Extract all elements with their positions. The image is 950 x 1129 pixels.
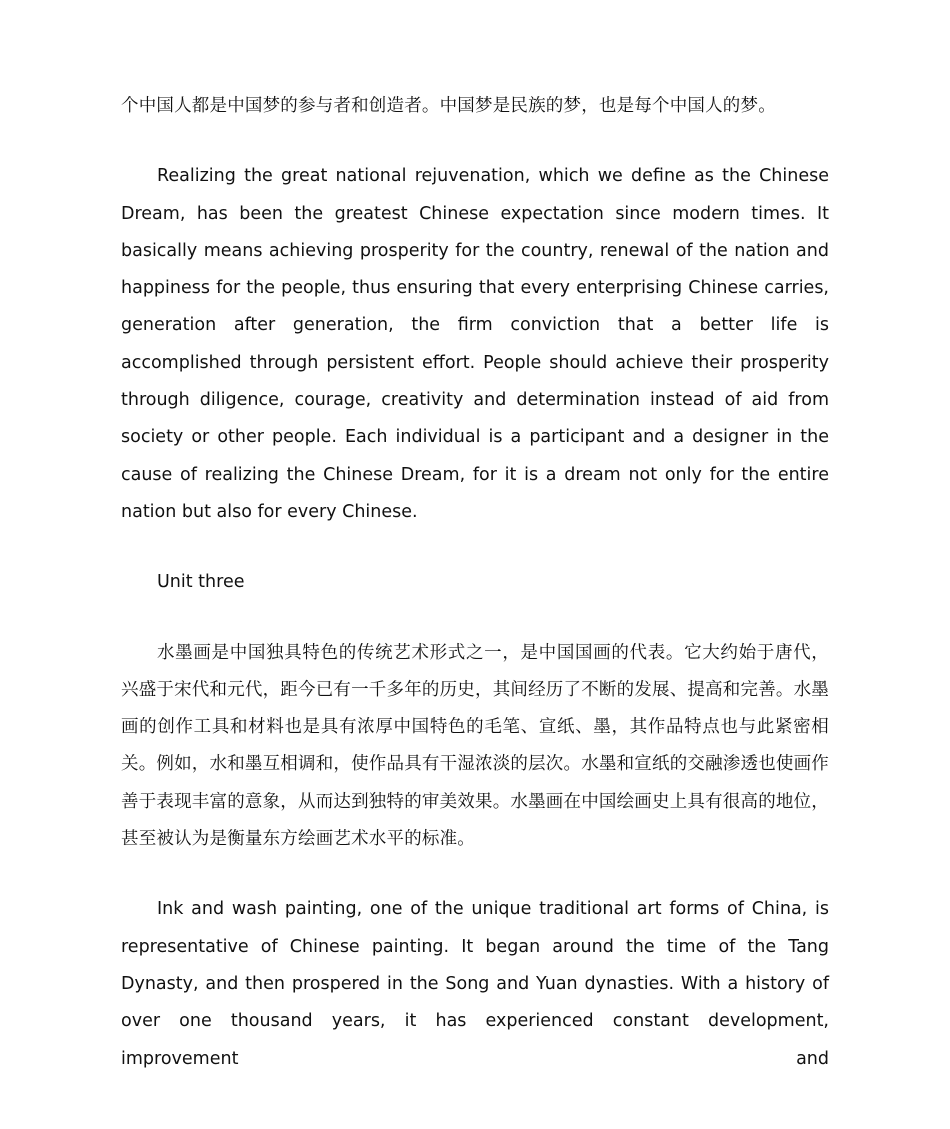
- paragraph-gap: [121, 125, 829, 158]
- document-page: [121, 88, 829, 1078]
- paragraph-ink-wash-cn: 水墨画是中国独具特色的传统艺术形式之一，是中国国画的代表。它大约始于唐代，兴盛于宋代和元代，距今已有一千多年的历史，其间经历了不断的发展、提高和完善。水墨画的创作工具和材料也是具有浓厚中国特色的毛笔、宣纸、墨，其作品特点也与此紧密相关。例如，水和墨互相调和，使作品具有干湿浓淡的层次。水墨和宣纸的交融渗透也使画作善于表现丰富的意象，从而达到独特的审美效果。水墨画在中国绘画史上具有很高的地位，甚至被认为是衡量东方绘画艺术水平的标准。: [121, 642, 829, 850]
- paragraph-chinese-dream-en: Realizing the great national rejuvenation, which we define as the Chinese Dream, has been the greatest Chinese expectation since modern times. It basically means achieving prosperity for the country, renewal of the nation and happiness for the people, thus ensuring that every enterprising Chinese carries, generation after generation, the firm conviction that a better life is accomplished through persistent effort. People should achieve their prosperity through diligence, courage, creativity and determination instead of aid from society or other people. Each individual is a participant and a designer in the cause of realizing the Chinese Dream, for it is a dream not only for the entire nation but also for every Chinese.: [121, 166, 829, 522]
- paragraph-gap: [121, 531, 829, 564]
- paragraph-ink-wash-en: Ink and wash painting, one of the unique traditional art forms of China, is representative of Chinese painting. It began around the time of the Tang Dynasty, and then prospered in the Song and Yuan dynasties. With a history of over one thousand years, it has experienced constant development, improvement and: [121, 899, 829, 1069]
- paragraph-gap: [121, 602, 829, 635]
- paragraph-chinese-dream-cn-tail: 个中国人都是中国梦的参与者和创造者。中国梦是民族的梦，也是每个中国人的梦。: [121, 96, 776, 116]
- paragraph-gap: [121, 858, 829, 891]
- unit-heading: Unit three: [157, 572, 245, 593]
